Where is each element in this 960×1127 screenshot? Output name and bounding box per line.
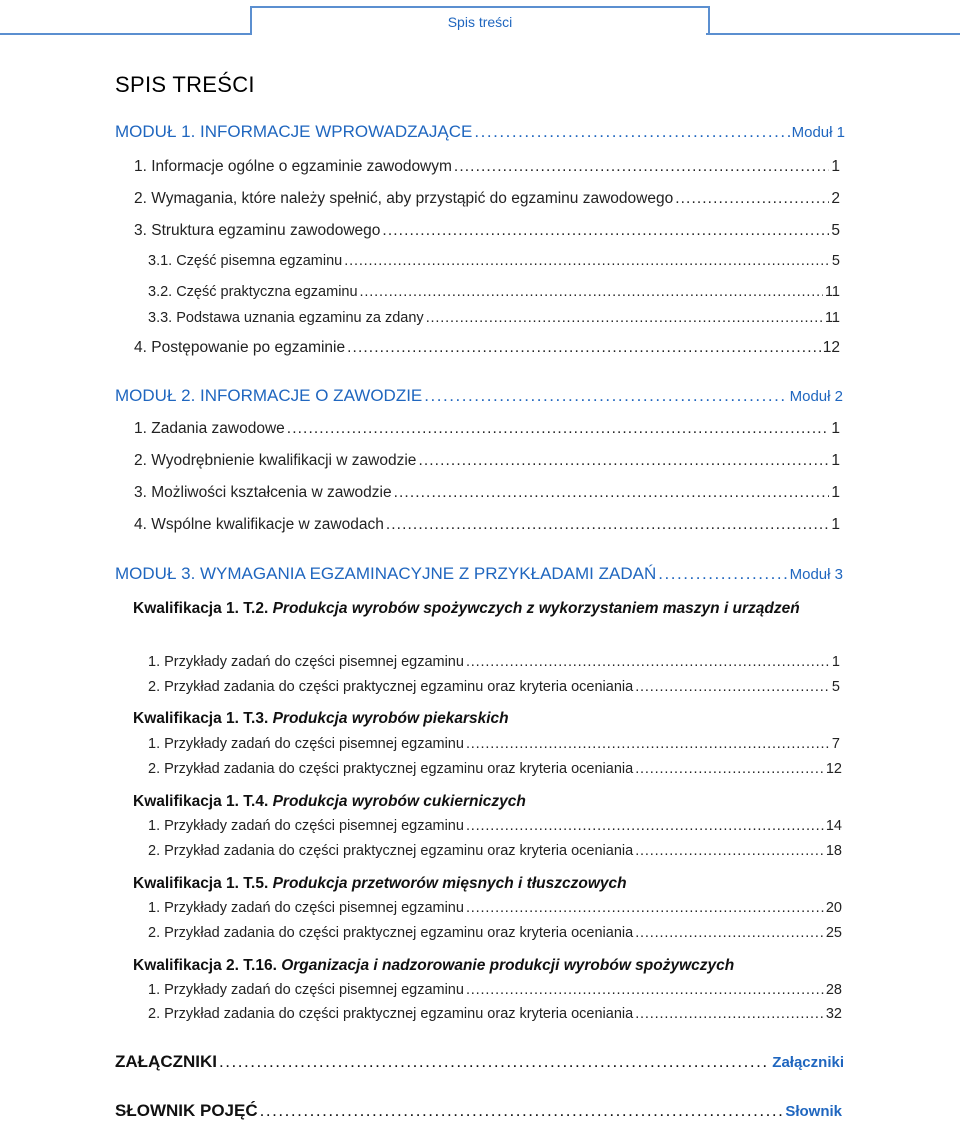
toc-entry[interactable]: 2. Wymagania, które należy spełnić, aby przystąpić do egzaminu zawodowego . . . 2: [134, 190, 840, 208]
header-rule-left: [0, 33, 252, 35]
qualification-heading: Kwalifikacja 1. T.4. Produkcja wyrobów cukierniczych: [133, 793, 526, 810]
toc-entry[interactable]: 1. Przykłady zadań do części pisemnej egzaminu . . . 14: [148, 818, 842, 834]
toc-entry[interactable]: 1. Przykłady zadań do części pisemnej egzaminu . . . 1: [148, 654, 840, 670]
qualification-heading: Kwalifikacja 1. T.5. Produkcja przetworów mięsnych i tłuszczowych: [133, 875, 627, 892]
toc-entry[interactable]: 1. Przykłady zadań do części pisemnej egzaminu . . . 28: [148, 982, 842, 998]
running-header-title: Spis treści: [447, 13, 513, 30]
toc-entry[interactable]: 4. Wspólne kwalifikacje w zawodach . . . 1: [134, 516, 840, 534]
toc-title: SPIS TREŚCI: [115, 72, 255, 97]
toc-entry-label: ZAŁĄCZNIKI: [115, 1052, 217, 1071]
toc-entry[interactable]: 2. Wyodrębnienie kwalifikacji w zawodzie . . . 1: [134, 452, 840, 470]
toc-entry[interactable]: 3.1. Część pisemna egzaminu . . . 5: [148, 253, 840, 269]
running-header: [250, 6, 710, 35]
toc-entry[interactable]: 2. Przykład zadania do części praktycznej egzaminu oraz kryteria oceniania . . . 18: [148, 843, 842, 859]
toc-entry[interactable]: 3. Struktura egzaminu zawodowego . . . 5: [134, 222, 840, 240]
toc-entry-label: MODUŁ 1. INFORMACJE WPROWADZAJĄCE: [115, 122, 473, 141]
toc-entry[interactable]: 3.2. Część praktyczna egzaminu . . . 11: [148, 284, 840, 300]
toc-entry[interactable]: 1. Przykłady zadań do części pisemnej egzaminu . . . 7: [148, 736, 840, 752]
toc-entry-label: SŁOWNIK POJĘĆ: [115, 1101, 258, 1120]
qualification-heading: Kwalifikacja 1. T.3. Produkcja wyrobów piekarskich: [133, 710, 509, 727]
toc-entry[interactable]: 2. Przykład zadania do części praktycznej egzaminu oraz kryteria oceniania . . . 5: [148, 679, 840, 695]
toc-entry-page: Słownik: [785, 1103, 842, 1120]
toc-entry-page: Moduł 1: [791, 124, 845, 141]
toc-entry-attachments[interactable]: [115, 1052, 844, 1072]
qualification-heading: Kwalifikacja 1. T.2. Produkcja wyrobów spożywczych z wykorzystaniem maszyn i urządzeń: [133, 600, 800, 617]
qualification-heading: Kwalifikacja 2. T.16. Organizacja i nadzorowanie produkcji wyrobów spożywczych: [133, 957, 735, 974]
toc-entry-module-2[interactable]: [115, 386, 843, 406]
toc-entry[interactable]: 3.3. Podstawa uznania egzaminu za zdany . . . 11: [148, 310, 840, 326]
toc-entry[interactable]: 2. Przykład zadania do części praktycznej egzaminu oraz kryteria oceniania . . . 12: [148, 761, 842, 777]
toc-entry[interactable]: 1. Zadania zawodowe . . . 1: [134, 420, 840, 438]
toc-entry-label: MODUŁ 3. WYMAGANIA EGZAMINACYJNE Z PRZYKŁADAMI ZADAŃ: [115, 564, 657, 583]
toc-entry[interactable]: 1. Informacje ogólne o egzaminie zawodowym . . . 1: [134, 158, 840, 176]
toc-entry-page: Moduł 2: [789, 388, 843, 405]
toc-entry-label: MODUŁ 2. INFORMACJE O ZAWODZIE: [115, 386, 423, 405]
toc-entry-page: Załączniki: [772, 1054, 844, 1071]
toc-entry[interactable]: 4. Postępowanie po egzaminie . . . 12: [134, 339, 840, 357]
toc-entry-page: Moduł 3: [789, 566, 843, 583]
header-rule-right: [706, 33, 960, 35]
toc-entry[interactable]: 2. Przykład zadania do części praktycznej egzaminu oraz kryteria oceniania . . . 25: [148, 925, 842, 941]
toc-entry-module-1[interactable]: [115, 122, 845, 142]
toc-entry[interactable]: 3. Możliwości kształcenia w zawodzie . . . 1: [134, 484, 840, 502]
toc-entry-glossary[interactable]: [115, 1101, 842, 1121]
toc-entry[interactable]: 1. Przykłady zadań do części pisemnej egzaminu . . . 20: [148, 900, 842, 916]
toc-entry[interactable]: 2. Przykład zadania do części praktycznej egzaminu oraz kryteria oceniania . . . 32: [148, 1006, 842, 1022]
toc-entry-module-3[interactable]: [115, 564, 843, 584]
